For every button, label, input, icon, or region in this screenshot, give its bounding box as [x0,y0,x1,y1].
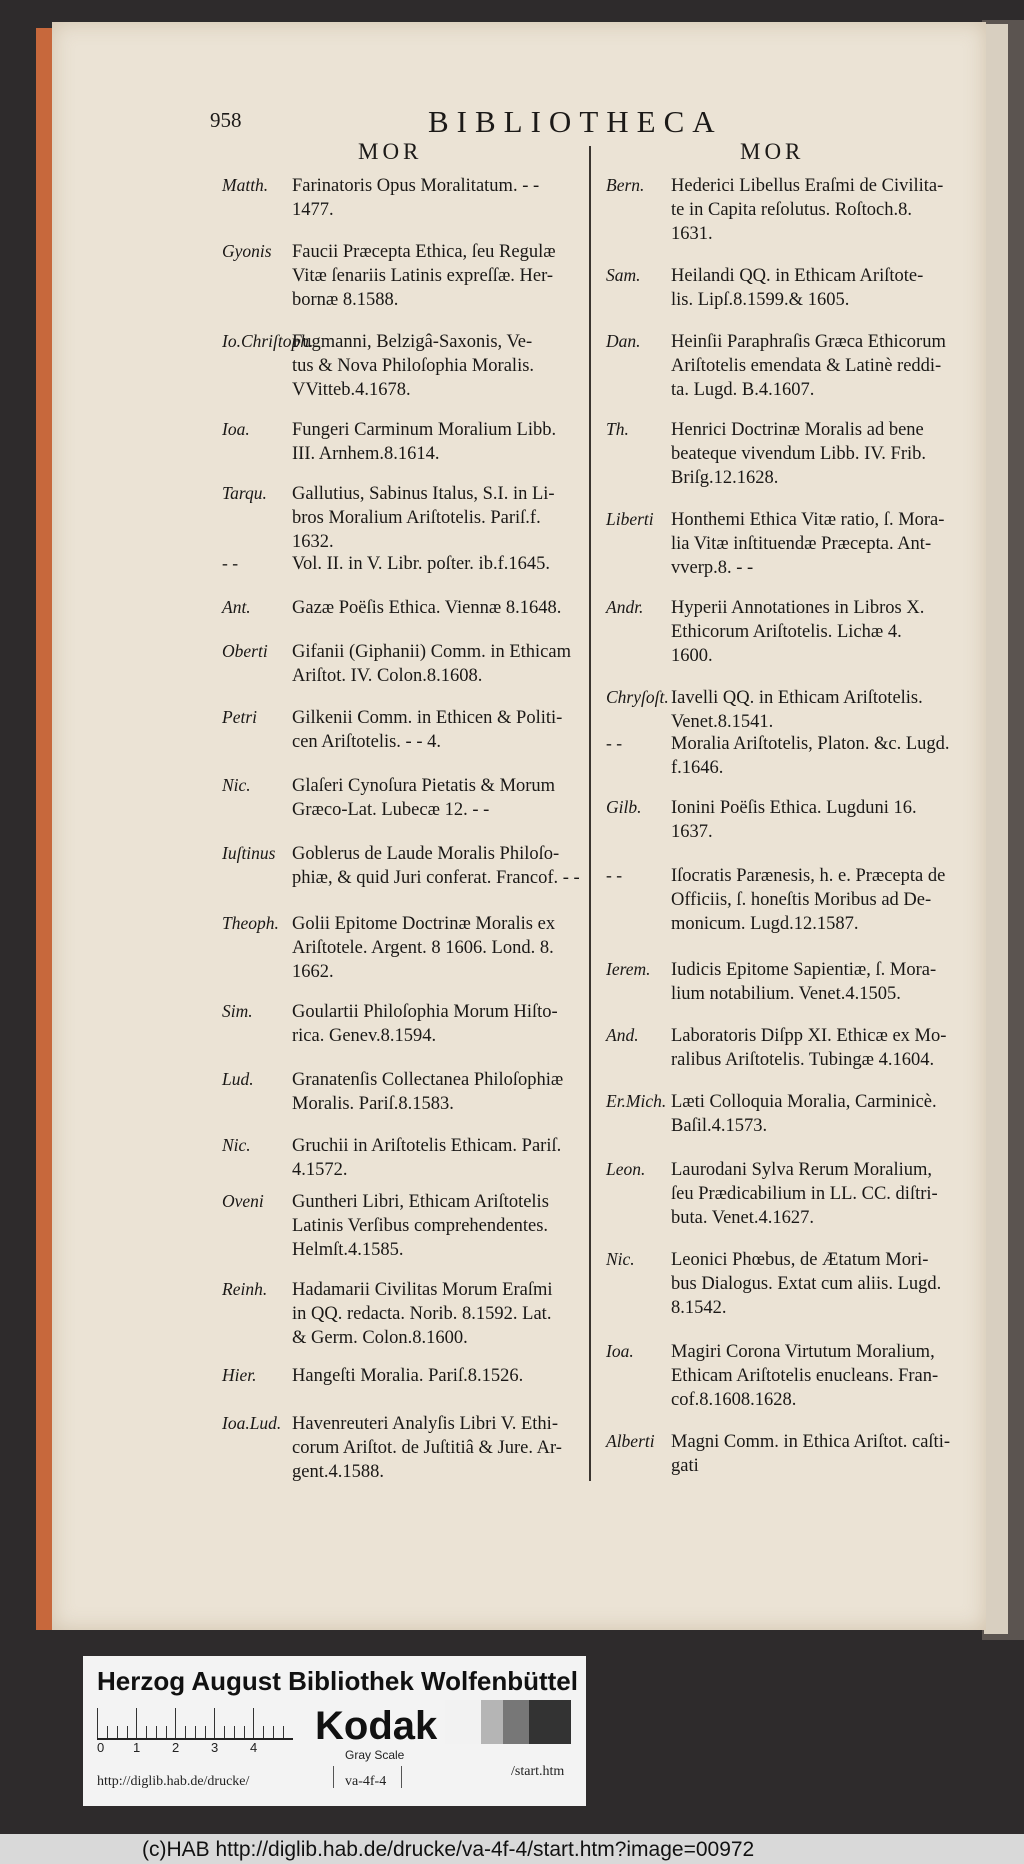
ruler-number: 3 [211,1740,219,1755]
ruler-tick [195,1726,196,1738]
copyright-footer: (c)HAB http://diglib.hab.de/drucke/va-4f-4/start.htm?image=00972 [142,1838,755,1861]
right-page-edge [984,24,1008,1634]
entry-text: Havenreuteri Analyſis Libri V. Ethi- corum Ariſtot. de Juſtitiâ & Jure. Ar- gent.4.1588. [292,1414,562,1482]
entry-forename: Matth. [222,175,269,195]
entry-text: Granatenſis Collectanea Philoſophiæ Moralis. Pariſ.8.1583. [292,1070,564,1114]
entry-text: Fugmanni, Belzigâ-Saxonis, Ve- tus & Nova Philoſophia Moralis. VVitteb.4.1678. [292,332,535,400]
entry-forename: Nic. [606,1249,635,1269]
ruler-tick [146,1726,147,1738]
entry-forename: Oveni [222,1191,264,1211]
entry-text: Gallutius, Sabinus Italus, S.I. in Li- bros Moralium Ariſtotelis. Pariſ.f. 1632. [292,484,555,552]
ruler-tick [263,1726,264,1738]
entry-text: Hyperii Annotationes in Libros X. Ethicorum Ariſtotelis. Lichæ 4. 1600. [671,598,925,666]
entry-forename: Ioa.Lud. [222,1413,282,1433]
entry-text: Leonici Phœbus, de Ætatum Mori- bus Dialogus. Extat cum aliis. Lugd. 8.1542. [671,1250,942,1318]
entry-text: Moralia Ariſtotelis, Platon. &c. Lugd. f.1646. [671,734,950,778]
entry-text: Læti Colloquia Moralia, Carminicè. Baſil.4.1573. [671,1092,937,1136]
entry-text: Glaſeri Cynoſura Pietatis & Morum Græco-Lat. Lubecæ 12. - - [292,776,556,820]
entry-text: Iavelli QQ. in Ethicam Ariſtotelis. Venet.8.1541. [671,688,923,732]
entry-text: Iſocratis Parænesis, h. e. Præcepta de Officiis, ſ. honeſtis Moribus ad De- monicum. Lugd.12.1587. [671,866,946,934]
ruler-number: 0 [97,1740,105,1755]
ruler-tick [185,1726,186,1738]
divider [333,1766,334,1788]
entry-forename: Th. [606,419,629,439]
ruler-tick [253,1708,254,1738]
entry-forename: Theoph. [222,913,279,933]
entry-forename: Alberti [606,1431,655,1451]
ruler-tick [166,1726,167,1738]
entry-forename: Petri [222,707,257,727]
scale-ruler [97,1708,293,1740]
ruler-tick [156,1726,157,1738]
entry-text: Goblerus de Laude Moralis Philoſo- phiæ, & quid Juri conferat. Francof. - - [292,844,580,888]
entry-forename: Reinh. [222,1279,268,1299]
gray-swatch [481,1700,503,1744]
ruler-tick [107,1726,108,1738]
entry-forename: Sim. [222,1001,253,1021]
entry-text: Gilkenii Comm. in Ethicen & Politi- cen Ariſtotelis. - - 4. [292,708,563,752]
entry-forename: Ioa. [606,1341,634,1361]
entry-forename: Dan. [606,331,641,351]
entry-forename: Oberti [222,641,268,661]
ruler-tick [273,1726,274,1738]
entry-text: Gruchii in Ariſtotelis Ethicam. Pariſ. 4.1572. [292,1136,562,1180]
entry-text: Heinſii Paraphraſis Græca Ethicorum Ariſtotelis emendata & Latinè reddi- ta. Lugd. B.4.1607. [671,332,946,400]
entry-text: Iudicis Epitome Sapientiæ, ſ. Mora- lium notabilium. Venet.4.1505. [671,960,937,1004]
entry-text: Ionini Poëſis Ethica. Lugduni 16. 1637. [671,798,917,842]
ruler-tick [234,1726,235,1738]
entry-forename: Liberti [606,509,654,529]
entry-text: Hangeſti Moralia. Pariſ.8.1526. [292,1366,524,1386]
entry-text: Laurodani Sylva Rerum Moralium, ſeu Prædicabilium in LL. CC. diſtri- buta. Venet.4.1627. [671,1160,938,1228]
entry-forename: Ierem. [606,959,651,979]
entry-text: Goulartii Philoſophia Morum Hiſto- rica. Genev.8.1594. [292,1002,558,1046]
entry-text: Laboratoris Diſpp XI. Ethicæ ex Mo- ralibus Ariſtotelis. Tubingæ 4.1604. [671,1026,947,1070]
entry-text: Gifanii (Giphanii) Comm. in Ethicam Ariſtot. IV. Colon.8.1608. [292,642,571,686]
entry-forename: Iuſtinus [222,843,276,863]
entry-forename: Bern. [606,175,645,195]
entry-forename: Gyonis [222,241,272,261]
ruler-tick [136,1708,137,1738]
entry-forename: Io.Chriſtoph. [222,331,314,351]
ruler-number: 2 [172,1740,180,1755]
entry-forename: Ant. [222,597,251,617]
entry-forename: Andr. [606,597,644,617]
entry-forename: Nic. [222,775,251,795]
entry-forename: - - [606,733,623,753]
ruler-tick [175,1708,176,1738]
ruler-tick [224,1726,225,1738]
entry-text: Hadamarii Civilitas Morum Eraſmi in QQ. redacta. Norib. 8.1592. Lat. & Germ. Colon.8.1600. [292,1280,553,1348]
entry-forename: - - [606,865,623,885]
entry-forename: Sam. [606,265,641,285]
ruler-tick [205,1726,206,1738]
entry-text: Magni Comm. in Ethica Ariſtot. caſti- gati [671,1432,950,1476]
catalog-url: http://diglib.hab.de/drucke/ [97,1774,250,1789]
entry-text: Vol. II. in V. Libr. poſter. ib.f.1645. [292,554,550,574]
entry-text: Faucii Præcepta Ethica, ſeu Regulæ Vitæ ſenariis Latinis expreſſæ. Her- bornæ 8.1588. [292,242,556,310]
entry-forename: Nic. [222,1135,251,1155]
ruler-number: 1 [133,1740,141,1755]
left-column-head: MOR [358,139,423,164]
ruler-tick [97,1708,98,1738]
entry-text: Fungeri Carminum Moralium Libb. III. Arnhem.8.1614. [292,420,557,464]
entry-forename: Tarqu. [222,483,267,503]
ruler-tick [283,1726,284,1738]
entry-text: Magiri Corona Virtutum Moralium, Ethicam Ariſtotelis enucleans. Fran- cof.8.1608.1628. [671,1342,939,1410]
entry-forename: Ioa. [222,419,250,439]
right-column-head: MOR [740,139,805,164]
gray-swatch [503,1700,529,1744]
entry-forename: Hier. [222,1365,257,1385]
entry-text: Gazæ Poëſis Ethica. Viennæ 8.1648. [292,598,562,618]
entry-text: Golii Epitome Doctrinæ Moralis ex Ariſtotele. Argent. 8 1606. Lond. 8. 1662. [292,914,556,982]
ruler-tick [244,1726,245,1738]
entry-text: Henrici Doctrinæ Moralis ad bene beateque vivendum Libb. IV. Frib. Briſg.12.1628. [671,420,927,488]
entry-text: Honthemi Ethica Vitæ ratio, ſ. Mora- lia Vitæ inſtituendæ Præcepta. Ant- vverp.8. - - [671,510,945,578]
gray-swatch [529,1700,571,1744]
page-number: 958 [210,108,242,132]
entry-text: Heilandi QQ. in Ethicam Ariſtote- lis. Lipſ.8.1599.& 1605. [671,266,924,310]
divider [401,1766,402,1788]
entry-forename: - - [222,553,239,573]
entry-forename: Gilb. [606,797,642,817]
entry-forename: Lud. [222,1069,254,1089]
ruler-tick [127,1726,128,1738]
running-title: BIBLIOTHECA [428,104,723,139]
kodak-logo: Kodak [315,1704,438,1748]
ruler-tick [214,1708,215,1738]
start-page-path: /start.htm [511,1764,565,1779]
scan-calibration-target [83,1656,586,1806]
institution-name: Herzog August Bibliothek Wolfenbüttel [97,1666,578,1696]
entry-text: Farinatoris Opus Moralitatum. - - 1477. [292,176,540,220]
gray-swatch [445,1700,481,1744]
gray-scale-label: Gray Scale [345,1748,405,1762]
entry-forename: And. [606,1025,639,1045]
entry-text: Guntheri Libri, Ethicam Ariſtotelis Latinis Verſibus comprehendentes. Helmſt.4.1585. [292,1192,549,1260]
entry-text: Hederici Libellus Eraſmi de Civilita- te in Capita reſolutus. Roſtoch.8. 1631. [671,176,944,244]
entry-forename: Er.Mich. [606,1091,667,1111]
ruler-tick [117,1726,118,1738]
entry-forename: Chryſoſt. [606,687,669,707]
ruler-number: 4 [250,1740,258,1755]
entry-forename: Leon. [606,1159,646,1179]
shelfmark: va-4f-4 [345,1774,387,1789]
